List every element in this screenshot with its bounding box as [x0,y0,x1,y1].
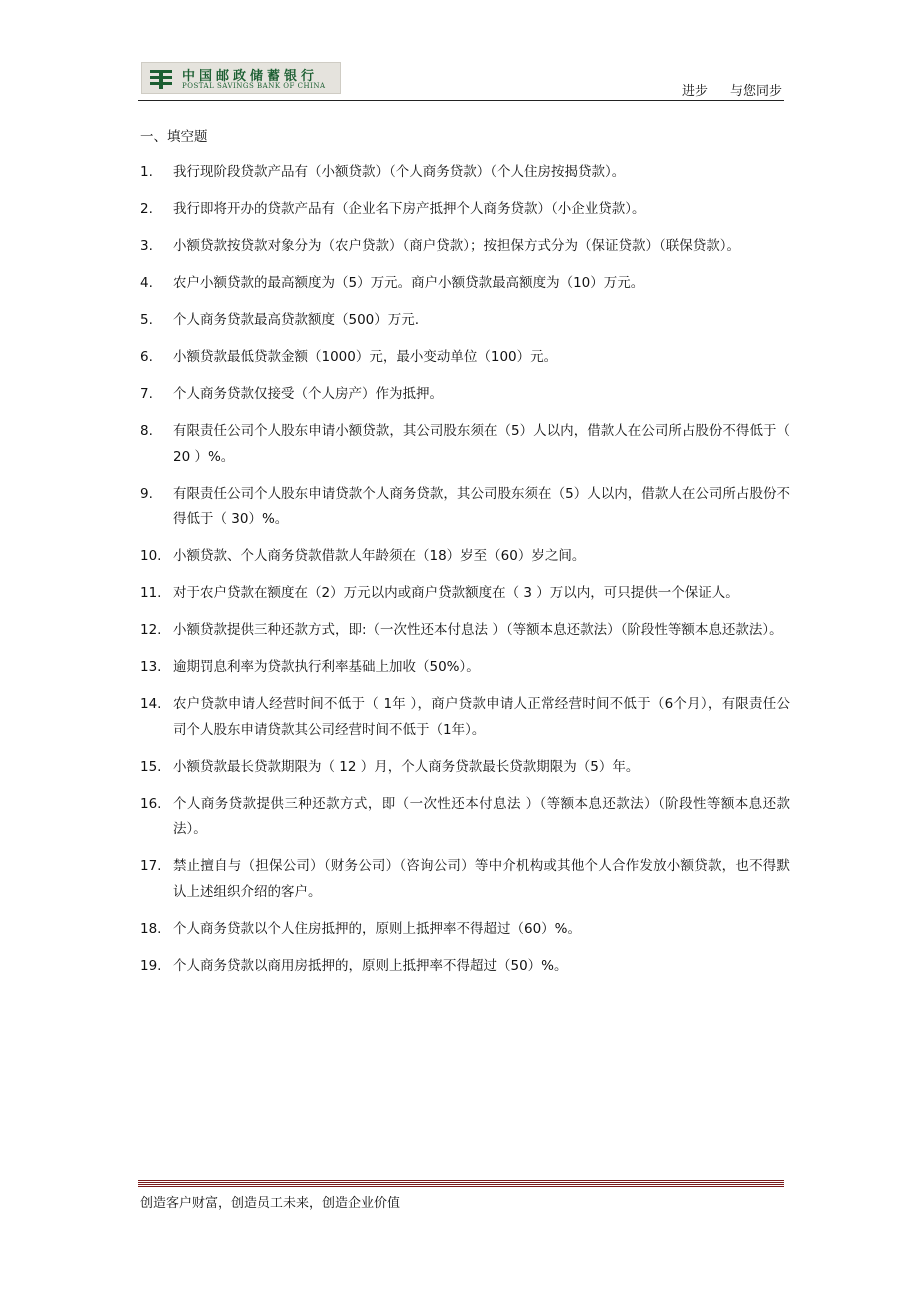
question-item [140,382,790,408]
question-item [140,792,790,843]
question-text: 小额贷款提供三种还款方式，即:（一次性还本付息法 ）（等额本息还款法）（阶段性等额本息还款法）。 [173,622,783,638]
question-number: 15. [140,758,162,775]
question-text: 小额贷款最长贷款期限为（ 12 ）月，个人商务贷款最长贷款期限为（5）年。 [173,758,640,775]
question-number: 10. [140,548,162,564]
question-number: 5. [140,312,153,328]
question-item [140,419,790,470]
question-item [140,692,790,743]
question-list [140,160,790,991]
question-item [140,234,790,260]
question-item [140,954,790,980]
question-number: 9. [140,485,153,502]
question-number: 3. [140,238,153,254]
question-text: 有限责任公司个人股东申请小额贷款，其公司股东须在（5）人以内，借款人在公司所占股份不得低于（ 20 ）%。 [173,423,790,465]
question-text: 个人商务贷款仅接受（个人房产）作为抵押。 [173,386,443,402]
question-text: 农户小额贷款的最高额度为（5）万元。商户小额贷款最高额度为（10）万元。 [173,275,645,291]
question-text: 个人商务贷款最高贷款额度（500）万元. [173,312,420,328]
bank-logo [141,62,341,94]
question-number: 6. [140,349,153,365]
postal-logo-icon [147,66,175,92]
question-number: 17. [140,858,162,874]
question-number: 11. [140,585,162,601]
question-text: 小额贷款最低贷款金额（1000）元，最小变动单位（100）元。 [173,349,558,365]
slogan-part-1: 进步 [681,84,708,99]
question-number: 1. [140,164,153,180]
footer-motto: 创造客户财富，创造员工未来，创造企业价值 [140,1196,401,1211]
footer-divider [138,1180,784,1187]
question-item [140,308,790,334]
question-text: 个人商务贷款以商用房抵押的，原则上抵押率不得超过（50）%。 [173,957,568,974]
question-item [140,482,790,533]
logo-chinese-name: 中国邮政储蓄银行 [182,69,319,84]
question-item [140,160,790,186]
header-slogan [682,80,782,99]
logo-english-name: POSTAL SAVINGS BANK OF CHINA [182,82,326,90]
question-item [140,581,790,607]
question-text: 我行即将开办的贷款产品有（企业名下房产抵押个人商务贷款）（小企业贷款）。 [173,201,646,217]
question-number: 12. [140,622,162,638]
question-number: 4. [140,275,153,291]
question-text: 农户贷款申请人经营时间不低于（ 1年 ），商户贷款申请人正常经营时间不低于（6个月），有限责任公司个人股东申请贷款其公司经营时间不低于（1年）。 [173,696,790,738]
question-text: 逾期罚息利率为贷款执行利率基础上加收（50%）。 [173,659,480,675]
question-item [140,544,790,570]
question-item [140,655,790,681]
question-item [140,618,790,644]
section-title: 一、填空题 [140,129,208,145]
question-text: 对于农户贷款在额度在（2）万元以内或商户贷款额度在（ 3 ）万以内，可只提供一个保证人。 [173,585,739,601]
question-item [140,917,790,943]
question-text: 有限责任公司个人股东申请贷款个人商务贷款，其公司股东须在（5）人以内，借款人在公司所占股份不得低于（ 30）%。 [173,485,790,527]
question-number: 7. [140,386,153,402]
slogan-part-2: 与您同步 [729,84,782,99]
question-item [140,755,790,781]
question-number: 8. [140,423,153,439]
question-number: 13. [140,659,162,675]
question-number: 2. [140,201,153,217]
question-text: 禁止擅自与（担保公司）（财务公司）（咨询公司）等中介机构或其他个人合作发放小额贷款，也不得默认上述组织介绍的客户。 [173,858,790,900]
question-item [140,197,790,223]
question-text: 我行现阶段贷款产品有（小额贷款）（个人商务贷款）（个人住房按揭贷款）。 [173,164,626,180]
question-number: 18. [140,920,162,937]
question-number: 16. [140,795,162,812]
question-number: 14. [140,696,162,712]
question-text: 个人商务贷款以个人住房抵押的，原则上抵押率不得超过（60）%。 [173,920,582,937]
question-number: 19. [140,957,162,974]
page-header [138,60,784,101]
question-text: 个人商务贷款提供三种还款方式，即（一次性还本付息法 ）（等额本息还款法）（阶段性等额本息还款法）。 [173,795,790,837]
question-item [140,345,790,371]
question-text: 小额贷款按贷款对象分为（农户贷款）（商户贷款）；按担保方式分为（保证贷款）（联保贷款）。 [173,238,740,254]
question-item [140,854,790,905]
question-text: 小额贷款、个人商务贷款借款人年龄须在（18）岁至（60）岁之间。 [173,548,586,564]
question-item [140,271,790,297]
